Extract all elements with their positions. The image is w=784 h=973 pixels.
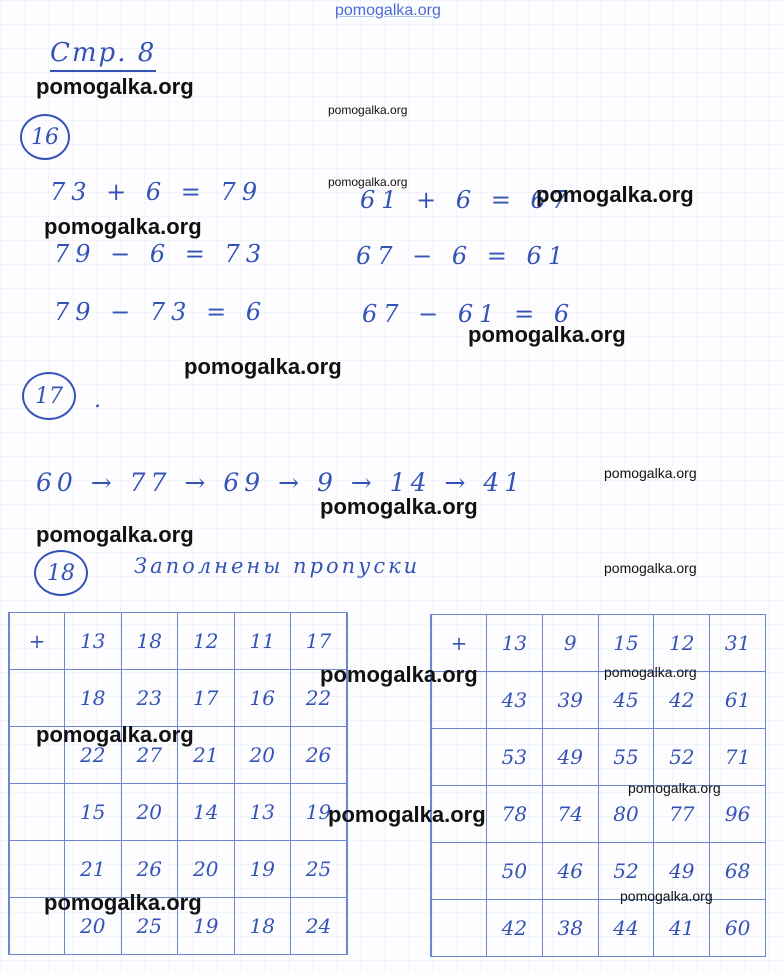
table-2-cell: 53 [487,729,543,786]
watermark: pomogalka.org [36,522,194,547]
table-1-cell: 25 [291,841,348,898]
table-2-row [431,615,766,672]
table-1-cell: 15 [65,784,122,841]
table-2-row [431,729,766,786]
table-1-cell: 11 [234,613,291,670]
table-2-cell: 50 [487,843,543,900]
table-2-operator-cell: + [431,615,487,672]
table-1-cell: 19 [234,841,291,898]
table-1-cell: 19 [291,784,348,841]
table-1-cell: 24 [291,898,348,955]
table-2-cell: 52 [654,729,710,786]
table-2-cell: 31 [710,615,766,672]
table-1-cell: 16 [234,670,291,727]
table-1-cell [9,841,65,898]
task-18-number: 18 [34,550,88,596]
table-1-cell: 22 [65,727,122,784]
table-1-cell: 17 [178,670,235,727]
table-1-row [9,841,347,898]
watermark: pomogalka.org [36,722,194,747]
table-1-cell: 23 [121,670,178,727]
watermark: pomogalka.org [44,890,202,915]
table-2-cell: 45 [598,672,654,729]
watermark: pomogalka.org [328,175,408,189]
table-2-cell [431,843,487,900]
site-link[interactable]: pomogalka.org [335,2,441,19]
table-2-cell [431,900,487,957]
table-2-cell: 42 [487,900,543,957]
table-2-cell [431,729,487,786]
table-2-cell: 49 [542,729,598,786]
table-1-cell: 14 [178,784,235,841]
table-1-cell: 22 [291,670,348,727]
task-18-title: Заполнены пропуски [134,554,421,578]
task-16-left-line-3: 79 − 73 = 6 [54,298,268,326]
table-1-cell: 19 [178,898,235,955]
task-17-chain: 60 → 77 → 69 → 9 → 14 → 41 [36,468,526,497]
table-2-cell: 74 [542,786,598,843]
watermark: pomogalka.org [620,888,713,904]
watermark: pomogalka.org [320,662,478,687]
watermark: pomogalka.org [328,802,486,827]
table-1-cell: 26 [291,727,348,784]
watermark: pomogalka.org [604,560,697,576]
table-1-cell: 26 [121,841,178,898]
table-1-cell: 13 [65,613,122,670]
table-1-cell: 12 [178,613,235,670]
table-1-cell: 21 [65,841,122,898]
table-2-row [431,672,766,729]
table-1-cell [9,670,65,727]
table-1-cell: 21 [178,727,235,784]
table-2-row [431,900,766,957]
task-16-right-line-3: 67 − 61 = 6 [362,300,576,328]
watermark: pomogalka.org [468,322,626,347]
table-2-cell: 55 [598,729,654,786]
table-2-cell: 61 [710,672,766,729]
table-1-cell: 27 [121,727,178,784]
table-1-cell: 18 [65,670,122,727]
table-1-cell: 13 [234,784,291,841]
table-1-row [9,670,347,727]
table-2-cell: 41 [654,900,710,957]
table-2-cell: 43 [487,672,543,729]
task-16-left-line-2: 79 − 6 = 73 [54,240,268,268]
table-2-cell: 44 [598,900,654,957]
table-2-cell: 71 [710,729,766,786]
watermark: pomogalka.org [328,103,408,117]
table-2-cell: 78 [487,786,543,843]
watermark: pomogalka.org [604,664,697,680]
table-2-cell: 15 [598,615,654,672]
task-16-right-line-2: 67 − 6 = 61 [356,242,570,270]
table-2-cell: 77 [654,786,710,843]
table-2-cell: 96 [710,786,766,843]
table-2-cell: 46 [542,843,598,900]
table-1-cell: 20 [65,898,122,955]
table-2-cell: 49 [654,843,710,900]
watermark: pomogalka.org [320,494,478,519]
table-2-cell: 39 [542,672,598,729]
table-2-cell: 80 [598,786,654,843]
table-1-cell: 17 [291,613,348,670]
table-2-cell: 60 [710,900,766,957]
table-2-cell: 12 [654,615,710,672]
table-1-cell: 25 [121,898,178,955]
table-1-cell: 18 [234,898,291,955]
table-1-operator-cell: + [9,613,65,670]
table-2-cell: 38 [542,900,598,957]
table-1-cell [9,784,65,841]
table-2-cell: 9 [542,615,598,672]
table-2-cell: 42 [654,672,710,729]
table-1-row [9,784,347,841]
table-2-row [431,843,766,900]
table-1-cell: 20 [121,784,178,841]
table-2-cell: 68 [710,843,766,900]
task-17-number: 17 [22,372,76,420]
watermark: pomogalka.org [628,780,721,796]
table-2-cell: 13 [487,615,543,672]
watermark: pomogalka.org [36,74,194,99]
table-2-cell: 52 [598,843,654,900]
task-17-dot: . [94,388,107,413]
task-16-left-line-1: 73 + 6 = 79 [50,178,264,206]
table-1-cell: 18 [121,613,178,670]
watermark: pomogalka.org [44,214,202,239]
page-label: Стр. 8 [50,38,156,72]
watermark: pomogalka.org [536,182,694,207]
watermark: pomogalka.org [604,465,697,481]
task-16-number: 16 [20,114,70,160]
task-16-right-line-1: 61 + 6 = 67 [360,186,574,214]
table-1-cell: 20 [178,841,235,898]
watermark: pomogalka.org [184,354,342,379]
table-1-cell: 20 [234,727,291,784]
table-1-row [9,613,347,670]
